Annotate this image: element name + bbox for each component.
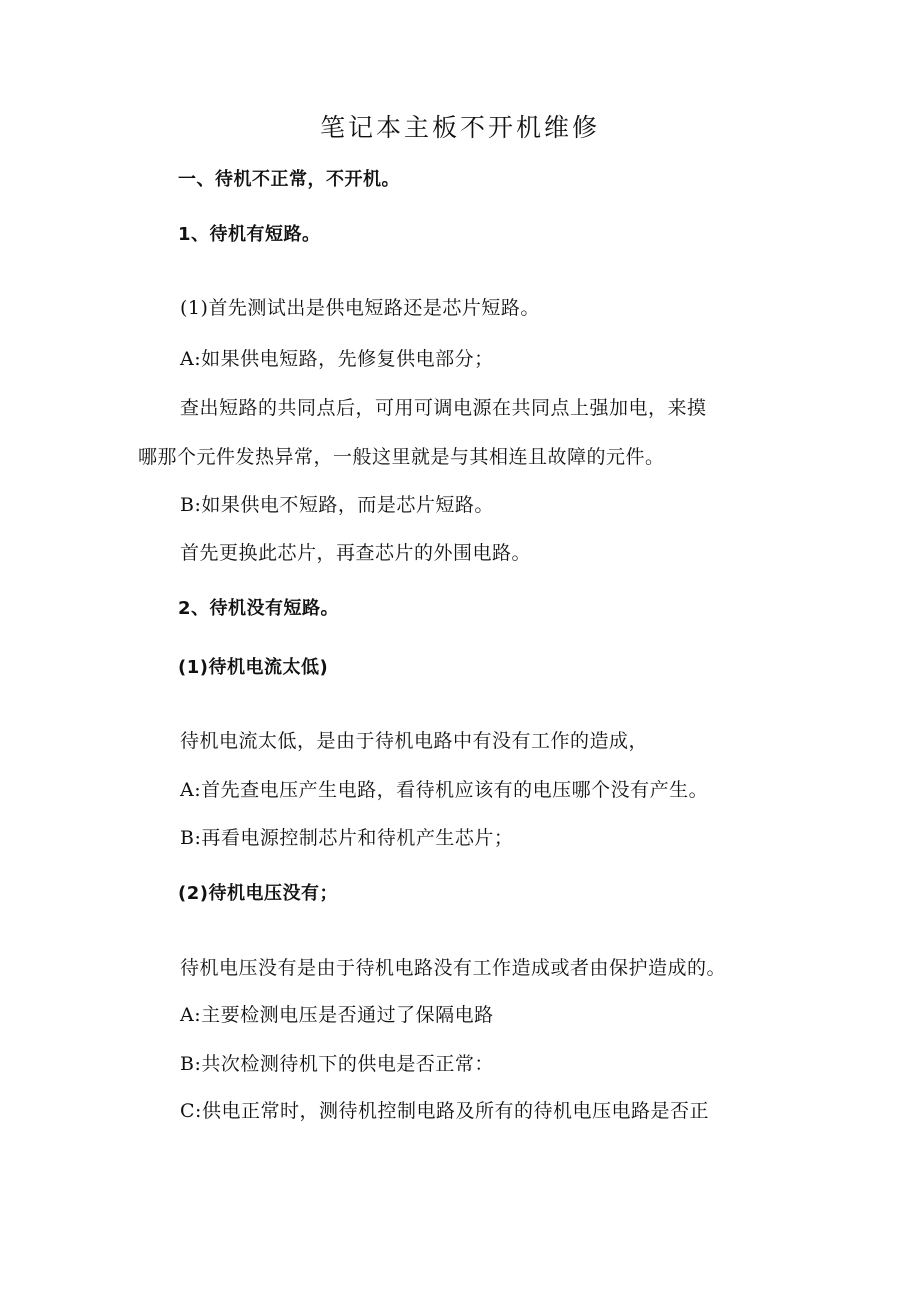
subsection-heading-1: 1、待机有短路。 [178,224,321,245]
paragraph-line: 待机电流太低，是由于待机电路中有没有工作的造成， [180,730,649,752]
paragraph-line: B:共次检测待机下的供电是否正常： [180,1053,494,1075]
paragraph-line: A:如果供电短路，先修复供电部分； [180,348,494,370]
section-heading-1: 一、待机不正常，不开机。 [178,169,400,190]
paragraph-line: C:供电正常时，测待机控制电路及所有的待机电压电路是否正 [180,1100,709,1122]
paragraph-line: 待机电压没有是由于待机电路没有工作造成或者由保护造成的。 [180,957,727,979]
paragraph-line: 查出短路的共同点后，可用可调电源在共同点上强加电，来摸 [180,397,707,419]
item-heading: (1)待机电流太低) [178,657,329,678]
paragraph-line: A:首先查电压产生电路，看待机应该有的电压哪个没有产生。 [180,779,709,801]
document-title: 笔记本主板不开机维修 [319,113,600,142]
paragraph-line: B:再看电源控制芯片和待机产生芯片； [180,827,514,849]
subsection-heading-2: 2、待机没有短路。 [178,598,340,619]
paragraph-line: B:如果供电不短路，而是芯片短路。 [180,494,494,516]
paragraph-line: A:主要检测电压是否通过了保隔电路 [180,1004,494,1026]
paragraph-line: 首先更换此芯片，再查芯片的外围电路。 [180,542,532,564]
paragraph-line: 哪那个元件发热异常，一般这里就是与其相连且故障的元件。 [138,446,665,468]
item-heading: (2)待机电压没有； [178,883,338,904]
paragraph-line: (1)首先测试出是供电短路还是芯片短路。 [180,297,540,319]
